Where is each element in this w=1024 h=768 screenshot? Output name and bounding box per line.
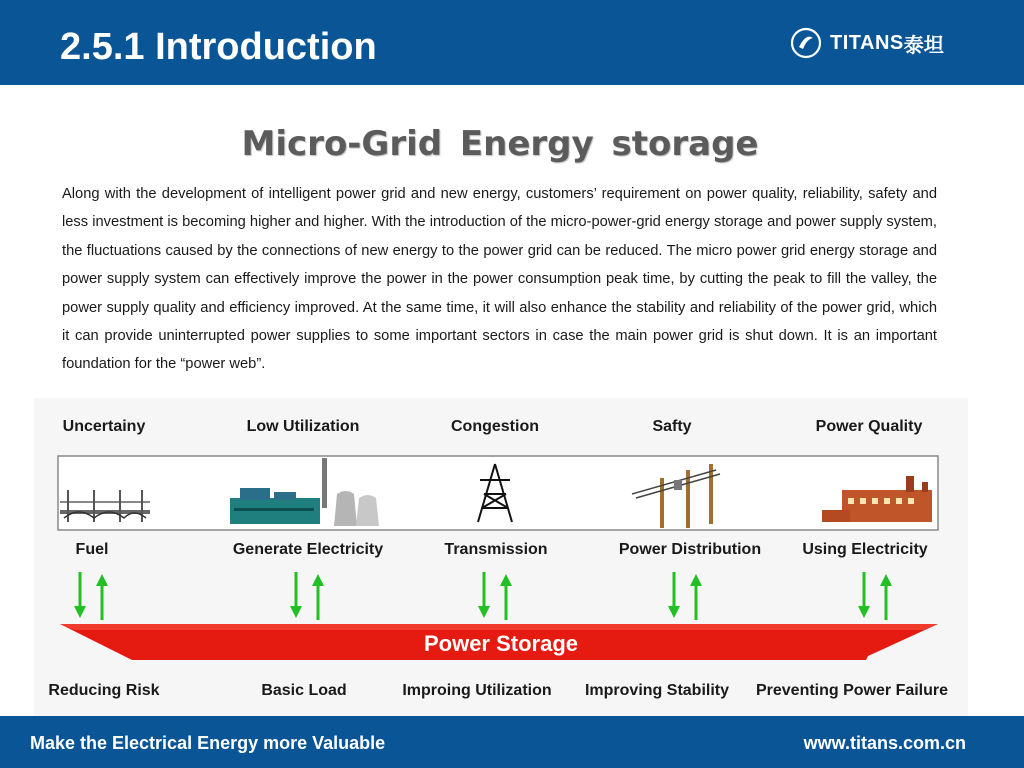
bidirectional-arrows (74, 572, 892, 620)
arrow-up-head (96, 574, 108, 586)
section-heading: Micro-Grid Energy storage (241, 124, 759, 164)
arrow-up-head (880, 574, 892, 586)
arrow-down-head (74, 606, 86, 618)
diagram-canvas (34, 398, 968, 716)
challenge-label-low-utilization: Low Utilization (246, 418, 360, 435)
power-storage-band-highlight (60, 624, 938, 630)
arrow-down-head (668, 606, 680, 618)
benefit-label-preventing-failure: Preventing Power Failure (755, 682, 949, 699)
arrow-down-head (478, 606, 490, 618)
challenge-label-uncertainty: Uncertainy (62, 418, 146, 435)
challenge-label-congestion: Congestion (451, 418, 539, 435)
stage-label-distribution: Power Distribution (618, 541, 762, 558)
stage-label-transmission: Transmission (444, 541, 548, 558)
intro-paragraph: Along with the development of intelligent power grid and new energy, customers’ requirement on power quality, reliability, safety and less investment is becoming higher and higher. With the introduction of the micro-power-grid energy storage and power supply system, the fluctuations caused by the connections of new energy to the power grid can be reduced. The micro power grid energy storage and power supply system can effectively improve the power in the power consumption peak time, by cutting the peak to fill the valley, the power supply quality and efficiency improved. At the same time, it will also enhance the stability and reliability of the power grid, which it can provide uninterrupted power supplies to some important sectors in case the main power grid is shut down. It is an important foundation for the “power web”. (62, 186, 937, 373)
arrow-down-head (290, 606, 302, 618)
power-storage-label: Power Storage (423, 631, 579, 656)
arrow-up-head (312, 574, 324, 586)
challenge-label-power-quality: Power Quality (815, 418, 923, 435)
arrow-down-head (858, 606, 870, 618)
logo-text: TITANS (830, 31, 904, 54)
benefit-label-stability: Improving Stability (584, 682, 730, 699)
benefit-label-utilization: Improing Utilization (402, 682, 552, 699)
titans-logo-icon (790, 27, 822, 59)
logo-chinese-text: 泰坦 (903, 32, 944, 57)
slide-title: 2.5.1 Introduction (60, 26, 377, 68)
stage-label-generate: Generate Electricity (232, 541, 384, 558)
footer-website: www.titans.com.cn (803, 733, 966, 753)
arrow-up-head (500, 574, 512, 586)
footer-tagline: Make the Electrical Energy more Valuable (30, 733, 386, 753)
arrow-up-head (690, 574, 702, 586)
energy-chain-diagram (34, 398, 968, 716)
company-logo (790, 26, 944, 60)
challenge-label-safety: Safty (652, 418, 692, 435)
benefit-label-reducing-risk: Reducing Risk (48, 682, 160, 699)
stage-label-fuel: Fuel (75, 541, 109, 558)
stage-label-using: Using Electricity (802, 541, 928, 558)
benefit-label-basic-load: Basic Load (261, 682, 347, 699)
